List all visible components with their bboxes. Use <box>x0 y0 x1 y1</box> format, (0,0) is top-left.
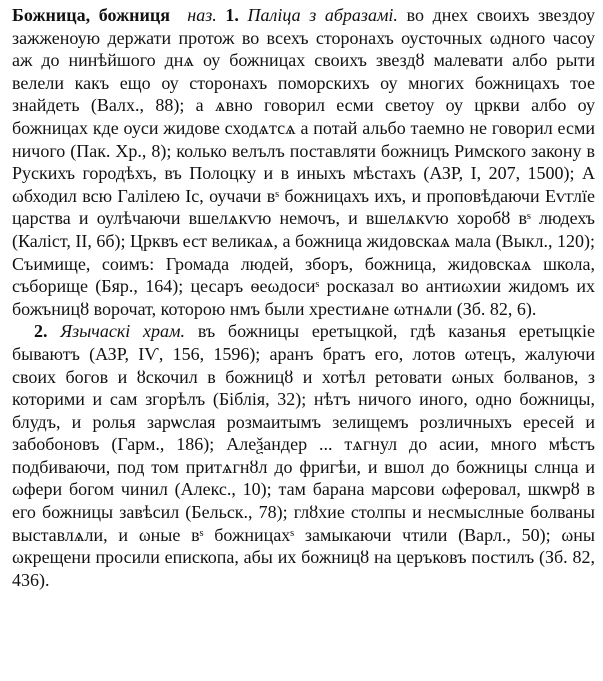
sense-citations-2: въ божницы еретыцкой, гдѣ казанья еретыцкіе бываютъ (АЗР, ІѴ, 156, 1596); аранъ братъ его, лотов ωтецъ, жалуючи своих богов и ȣскочил в божницȣ и хотѣл ретовати ωных болванов, з которими и сам згорѣлъ (Біблія, 32); нѣтъ ничого иного, одно божницы, блудъ, и ролья зарѡслая розмаитымъ зелищемъ розличныхъ ересей и забобоновъ (Гарм., 186); Алеѯандер ... тѧгнул до асии, много мѣстъ подбиваючи, под том притѧгнȣл до фригѣи, и вшол до божницы слнца и ωфери богом чинил (Алекс., 10); там барана марсови ωферовал, шкѡрȣ в его божницы завѣсил (Бельск., 78); глȣхие столпы и несмыслные болваны выставлѧли, и ωные вˢ божницахˢ замыкаючи чтили (Варл., 50); ωны ωкрещени просили епископа, абы их божницȣ на церъковъ постилъ (Зб. 82, 436). <box>12 321 596 590</box>
sense-gloss-1: Паліца з абразамі. <box>247 5 398 25</box>
sense-citations-1: во днех своихъ звездоу зажженоую держати протож во всехъ сторонахъ оусточных ωдного часоу аж до нинѣйшого днѧ оу божницах своихъ звездȣ малевати албо рыти велели какъ ещо оу сторонахъ поморскихъ оу многих божницахъ тое знайдеть (Валх., 88); а ѧвно говорил есми светоу оу цркви албо оу божницах кде оуси жидове сходѧтсѧ а потай альбо таемно не говорил есми ничого (Пак. Хр., 8); колько велълъ поставляти божницъ Римского закону в Рускихъ городѣхъ, въ Полоцку и в иныхъ мѣстахъ (АЗР, І, 207, 1500); А ωбходил всю Галілею Іс, оучачи вˢ божницахъ ихъ, и проповѣдаючи Еѵглїе царства и оулѣчаючи вшелѧкѵю немочъ, и вшелѧкѵю хоробȣ вˢ людехъ (Каліст, ІІ, 6б); Црквъ ест великаѧ, а божница жидовскаѧ мала (Выкл., 120); Съимище, соимъ: Громада людей, зборъ, божница, жидовскаѧ школа, съборище (Бяр., 164); цесаръ ѳеωдосиˢ росказал во антиωхии жидомъ их божъницȣ ворочат, которою нмъ были хрестиѧне ωтнѧли (Зб. 82, 6). <box>12 5 596 319</box>
sense-number-2: 2. <box>34 321 48 342</box>
headword: Божница, божниця <box>12 5 170 25</box>
entry-sense-1 <box>12 4 595 320</box>
sense-number-1: 1. <box>225 5 239 25</box>
sense-gloss-2: Язычаскі храм. <box>60 321 186 342</box>
entry-sense-2 <box>12 320 595 591</box>
grammar-abbreviation: наз. <box>187 5 217 25</box>
